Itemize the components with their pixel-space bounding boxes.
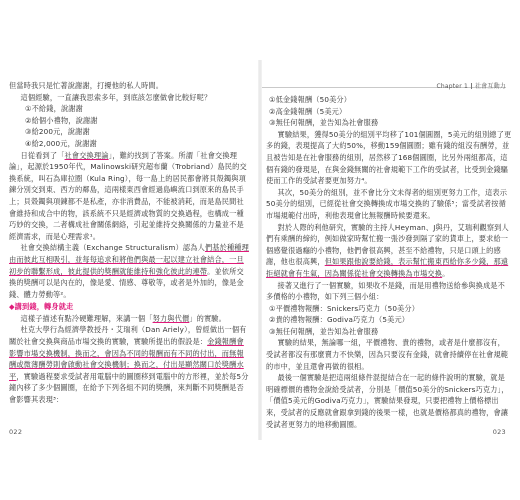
paragraph-text: 。並依所交換的獎酬可以是內在的，像是愛、情感、尊敬等，或者是外加的，像是金錢、體力勞動等²。	[9, 266, 244, 299]
body-paragraph: 實驗的結果，無論哪一組，平價禮物、貴的禮物，或者是什麼都沒有，受試者都沒有那麼賣力不快樂，因為只要沒有金錢，就會持續停在社會規範的市中，並且還會再做的很相。	[266, 338, 509, 371]
paragraph-text: 」的實驗。	[189, 313, 226, 323]
chapter-label: Chapter 1	[436, 83, 468, 90]
paragraph-text: 」，難約找到了答案。所謂「社會交換理論」，起源於1950年代，Malinowski研究超布蘭（Trobriand）島民的交換系統，叫石為庫拉圈（Kula Ring），每一島上的居民都會將貝殼鐲與項鍊分別交到東、西方的鄰島，這兩樣東西會經過島嶼流口到原來的島民手上；貝殼鐲與項鍊都不是私產，亦非消費品，不能被消耗，而是島民間社會維持和成合中的物，該系統不只是經濟或物質的交換過程，也構成一種巧妙的交換，二者構成社會關係網絡，引起並維持交換關係的力量並不是經濟需求，而是心理需求¹。	[9, 150, 247, 241]
list-item: ④給2,000元，說謝謝	[25, 138, 97, 148]
list-item: ①不給錢，說謝謝	[25, 104, 83, 114]
page-number-left: 022	[9, 428, 23, 436]
body-paragraph: 但當時我只是忙著說謝謝，打擾他的私人時間。	[9, 81, 164, 90]
body-paragraph: 其次，50美分的組別，並不會比分文未得者的組別更努力工作，這表示50美分的組別，已經從社會交換轉換成市場交換的了驗係⁵；當受試者按循市場規範付出時，利他表現會比無報酬時候要還來。	[266, 187, 508, 220]
list-item: ②高金錢報酬（5美元）	[269, 106, 347, 116]
list-item: ③給200元，說謝謝	[25, 127, 90, 137]
highlighted-text: 金錢報酬會影響市場交換機制，換而之，會因為不同的報酬而有不同的付出，而無報酬或微薄酬勞則會啟動社會交換機制；換而之，付出是顯然關口於獎酬水平	[9, 337, 244, 381]
body-paragraph	[9, 313, 249, 325]
paragraph-text: 日從看到了「	[20, 150, 65, 160]
body-paragraph	[9, 242, 249, 300]
right-page	[262, 0, 520, 500]
list-item: ②貴的禮物報酬：Godiva巧克力（5美元）	[269, 315, 410, 325]
body-paragraph: 最後一個實驗是把這兩組條件混提結合在一起的條件說明的實驗，就是明確標價的禮物金說給受試者，分別是「價值50美分的Snickers巧克力」，「價值5美元的Godiva巧克力」，實驗結果發現，只要把禮物上價格標出來，受試者的反應就會跟拿到錢的後果一樣，也就是價格都真的禮物，會讓受試者更努力的地移動圓圈。	[266, 373, 509, 429]
header-divider	[471, 83, 472, 89]
body-paragraph: 實驗結果，獲得50美分的組別平均移了101個圓圈，5美元的組別總了更多的錢，表現提高了大約50%，移動159個圓圈；雖有錢的組沒有酬勞，並且被告知是在社會服務的組別，居然移了168個圓圈，比另外兩組都高，這個有錢的發現是，在與金錢無關的社會規範下工作的受試者，比受到金錢驅使而工作的受試者要更加努力⁴。	[266, 129, 512, 186]
list-item: ③無任何報酬，並告知為社會服務	[269, 118, 379, 128]
highlighted-text: 但如果跟他說要給錢，表示幫忙搬東西給你多少錢，那遠拒絕就會有生氣，因為關係從社會交換轉換為市場交換	[266, 257, 509, 278]
highlighted-text: 們基於種種理由而彼此互相吸引，並每每追求和將他們與最一起以建立社會結合，一旦初步的聯繫形成，彼此提供的獎酬就能維持和強化彼此的連帶	[9, 243, 249, 276]
paragraph-text: ，實驗過程要求受試者用電腦中的圖圈移到電腦中的方形裡，並於每5分鐘內移了多少個圖圈，在給予下列各組不同的獎酬，來判斷不同獎酬是否會影響其表現³：	[9, 371, 249, 405]
paragraph-text: 這樣子描述有點冷硬難理解，來講一個「	[20, 313, 153, 323]
body-paragraph: 這個經驗，一直讓我思索多年，到底該怎麼做會比較好呢？	[20, 92, 212, 102]
page-number-right: 023	[492, 428, 506, 436]
paragraph-text: 社會交換結構主義（Exchange Structuralism）認為人	[20, 243, 205, 253]
running-header	[262, 73, 506, 88]
list-item: ①低金錢報酬（50美分）	[269, 95, 352, 104]
highlighted-text: 社會交換理論	[64, 150, 109, 160]
body-paragraph	[9, 150, 249, 243]
right-page-body	[266, 94, 512, 430]
paragraph-text: 對於人際的利他研究，實驗的主持人Heyman、J與丹，艾瑞利觀察到人們有乘酬的締約，例如做家時幫忙搬一張沙發到隔了家的貨車上，要求給一個感覺很過癮的小禮物，他們會很高興，甚至不給禮物，只是口頭上的感謝，他也很高興，	[266, 222, 509, 267]
section-heading: ◆講到錢，轉身就走	[9, 302, 74, 312]
paragraph-text: 。	[442, 268, 450, 278]
highlighted-text: 努力與代價	[152, 313, 190, 323]
body-paragraph	[9, 324, 249, 405]
left-page-body	[9, 80, 249, 406]
body-paragraph	[266, 222, 512, 280]
list-item: ③無任何報酬，並告知為社會服務	[269, 326, 379, 336]
paragraph-text: 杜克大學行為經濟學教授丹・艾瑞利（Dan Ariely），曾經做出一個有關於社會交換與商品市場交換的實驗，實驗所提出的假設是：	[9, 325, 247, 347]
body-paragraph: 接著又進行了一個實驗，如果收不是錢，而是用禮物送給參與換成是不多價格的小禮物，如下列三個小組：	[266, 280, 505, 302]
list-item: ①平價禮物報酬：Snickers巧克力（50美分）	[269, 303, 420, 313]
chapter-title: 社會互動力	[474, 83, 506, 90]
list-item: ②給個小禮物，說謝謝	[25, 115, 98, 125]
